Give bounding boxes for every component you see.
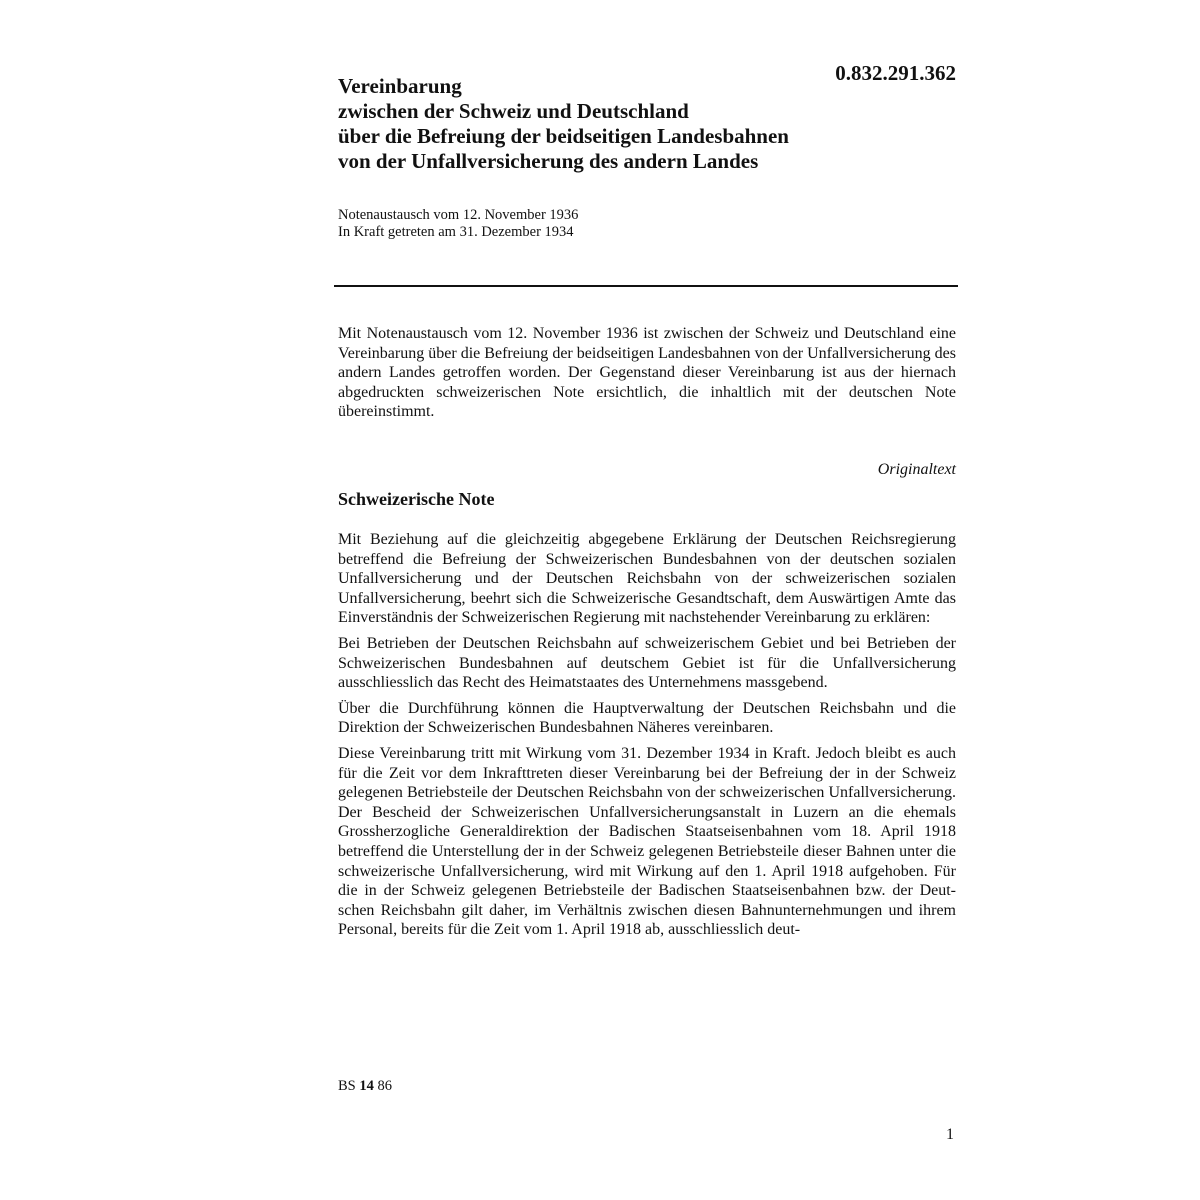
- source-reference: [338, 1077, 392, 1095]
- source-page: 86: [377, 1078, 392, 1094]
- intro-paragraph: Mit Notenaustausch vom 12. November 1936 ist zwischen der Schweiz und Deutschland eine Vereinbarung über die Befreiung der beidseitigen Landesbahnen von der Unfallversicherung des andern Landes getroffen worden. Der Gegenstand dieser Vereinbarung ist aus der hiernach abgedruckten schweizerischen Note ersichtlich, die inhaltlich mit der deutschen Note übereinstimmt.: [338, 325, 956, 421]
- document-title: [338, 74, 898, 174]
- title-line: Vereinbarung: [338, 74, 462, 98]
- note-paragraph: Mit Beziehung auf die gleichzeitig abgegebene Erklärung der Deutschen Reichsregierung betreffend die Befreiung der Schweizerischen Bundesbahnen von der deutschen sozialen Unfallversicherung und der Deutschen Reichsbahn von der schweizerischen sozialen Unfallversicherung, beehrt sich die Schweizerische Gesandtschaft, dem Auswärtigen Amte das Einverständnis der Schweizerischen Regierung mit nachstehender Vereinbarung zu erklären:: [338, 531, 956, 627]
- section-heading: Schweizerische Note: [338, 489, 495, 509]
- document-meta: [338, 207, 838, 241]
- in-force-date: In Kraft getreten am 31. Dezember 1934: [338, 224, 574, 240]
- exchange-date: Notenaustausch vom 12. November 1936: [338, 207, 579, 223]
- page-number: 1: [946, 1126, 954, 1143]
- note-paragraph: Bei Betrieben der Deutschen Reichsbahn auf schweizerischem Gebiet und bei Betrieben der Schweizerischen Bundesbahnen auf deutschem Gebiet ist für die Unfallversicherung ausschliesslich das Recht des Heimatstaates des Unternehmens massgebend.: [338, 634, 956, 692]
- title-line: zwischen der Schweiz und Deutschland: [338, 99, 689, 123]
- note-body: [338, 530, 956, 946]
- source-volume: 14: [359, 1078, 374, 1094]
- original-text-label: Originaltext: [877, 461, 956, 478]
- note-paragraph: Über die Durchführung können die Hauptverwaltung der Deutschen Reichsbahn und die Direktion der Schweizerischen Bundesbahnen Näheres vereinbaren.: [338, 699, 956, 737]
- title-line: über die Befreiung der beidseitigen Landesbahnen: [338, 124, 789, 148]
- source-prefix: BS: [338, 1078, 356, 1094]
- title-line: von der Unfallversicherung des andern Landes: [338, 149, 759, 173]
- title-divider: [334, 285, 958, 287]
- sr-number: 0.832.291.362: [835, 61, 956, 85]
- note-paragraph: Diese Vereinbarung tritt mit Wirkung vom 31. Dezember 1934 in Kraft. Jedoch bleibt es auch für die Zeit vor dem Inkrafttreten dieser Vereinbarung bei der Befreiung der in der Schweiz gelegenen Betriebsteile der Deutschen Reichsbahn von der schweizerischen Unfallversicherung. Der Bescheid der Schweizerischen Unfallversicherungsanstalt in Luzern an die ehemals Grossherzogliche Generaldirektion der Badischen Staatseisenbahnen vom 18. April 1918 betreffend die Unterstellung der in der Schweiz gelegenen Betriebsteile dieser Bahnen unter die schweizerische Unfallversicherung, wird mit Wirkung auf den 1. April 1918 aufgehoben. Für die in der Schweiz gelegenen Betriebsteile der Badischen Staatseisenbahnen bzw. der Deutschen Reichsbahn gilt daher, im Verhältnis zwischen diesen Bahnunternehmungen und ihrem Personal, bereits für die Zeit vom 1. April 1918 ab, ausschliesslich deut-: [338, 744, 956, 939]
